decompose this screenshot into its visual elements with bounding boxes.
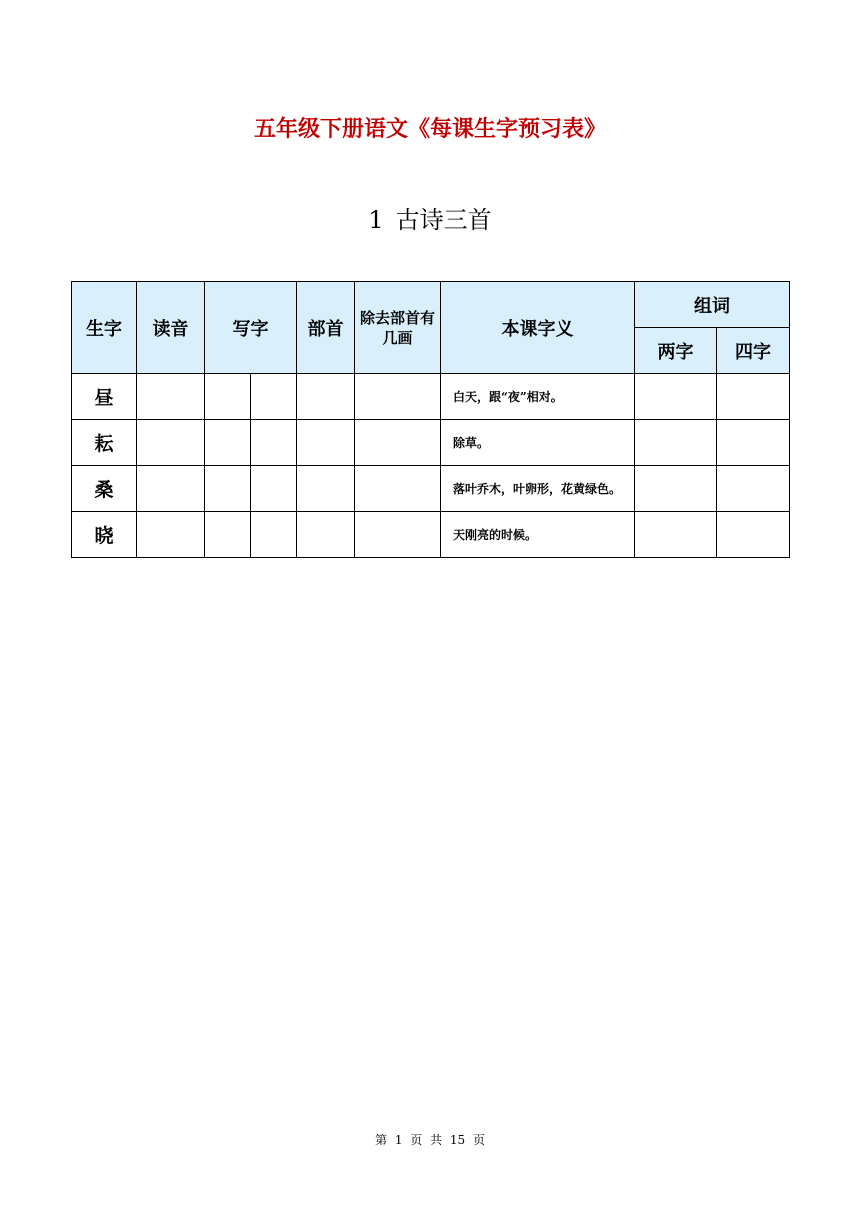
two-char-word-cell[interactable] — [635, 420, 717, 466]
character-preview-table — [71, 281, 790, 558]
strokes-cell[interactable] — [355, 420, 441, 466]
header-meaning: 本课字义 — [441, 282, 635, 374]
header-strokes: 除去部首有几画 — [355, 282, 441, 374]
two-char-word-cell[interactable] — [635, 466, 717, 512]
radical-cell[interactable] — [297, 374, 355, 420]
lesson-number: 1 — [368, 206, 384, 234]
page-footer: 第 1 页 共 15 页 — [375, 1133, 485, 1147]
char-cell: 耘 — [72, 420, 137, 466]
writing-cell[interactable] — [205, 420, 251, 466]
table-row — [72, 466, 790, 512]
table-row — [72, 374, 790, 420]
lesson-heading — [0, 200, 860, 235]
char-cell: 晓 — [72, 512, 137, 558]
header-reading: 读音 — [137, 282, 205, 374]
radical-cell[interactable] — [297, 420, 355, 466]
meaning-cell: 天刚亮的时候。 — [441, 512, 635, 558]
two-char-word-cell[interactable] — [635, 374, 717, 420]
table-row — [72, 420, 790, 466]
four-char-word-cell[interactable] — [717, 420, 790, 466]
header-two-char: 两字 — [635, 328, 717, 374]
writing-cell[interactable] — [251, 466, 297, 512]
reading-cell[interactable] — [137, 466, 205, 512]
writing-cell[interactable] — [205, 466, 251, 512]
four-char-word-cell[interactable] — [717, 512, 790, 558]
meaning-cell: 除草。 — [441, 420, 635, 466]
writing-cell[interactable] — [205, 374, 251, 420]
writing-cell[interactable] — [251, 420, 297, 466]
meaning-cell: 落叶乔木，叶卵形，花黄绿色。 — [441, 466, 635, 512]
meaning-cell: 白天，跟“夜”相对。 — [441, 374, 635, 420]
four-char-word-cell[interactable] — [717, 466, 790, 512]
reading-cell[interactable] — [137, 420, 205, 466]
header-words: 组词 — [635, 282, 790, 328]
writing-cell[interactable] — [205, 512, 251, 558]
char-cell: 桑 — [72, 466, 137, 512]
four-char-word-cell[interactable] — [717, 374, 790, 420]
header-char: 生字 — [72, 282, 137, 374]
radical-cell[interactable] — [297, 466, 355, 512]
char-cell: 昼 — [72, 374, 137, 420]
reading-cell[interactable] — [137, 374, 205, 420]
radical-cell[interactable] — [297, 512, 355, 558]
writing-cell[interactable] — [251, 374, 297, 420]
lesson-title: 古诗三首 — [395, 206, 492, 234]
header-radical: 部首 — [297, 282, 355, 374]
table-row — [72, 512, 790, 558]
header-writing: 写字 — [205, 282, 297, 374]
two-char-word-cell[interactable] — [635, 512, 717, 558]
strokes-cell[interactable] — [355, 466, 441, 512]
table-header-row — [72, 282, 790, 328]
strokes-cell[interactable] — [355, 374, 441, 420]
header-four-char: 四字 — [717, 328, 790, 374]
reading-cell[interactable] — [137, 512, 205, 558]
writing-cell[interactable] — [251, 512, 297, 558]
document-title: 五年级下册语文《每课生字预习表》 — [253, 117, 606, 142]
strokes-cell[interactable] — [355, 512, 441, 558]
